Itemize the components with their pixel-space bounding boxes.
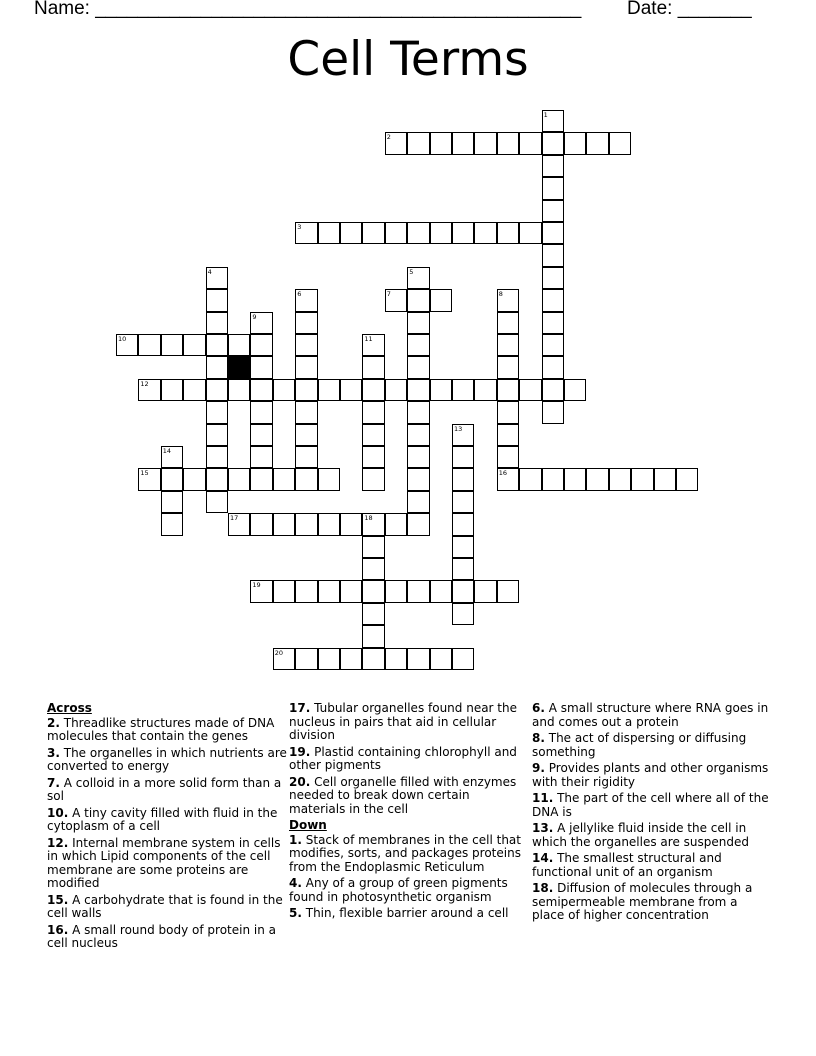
grid-cell[interactable] xyxy=(407,513,429,535)
grid-cell[interactable] xyxy=(318,379,340,401)
clue-number: 13 xyxy=(454,424,463,433)
grid-cell[interactable] xyxy=(542,468,564,490)
grid-cell[interactable] xyxy=(430,580,452,602)
clue-text: Thin, flexible barrier around a cell xyxy=(305,906,509,920)
grid-cell[interactable] xyxy=(206,446,228,468)
grid-cell[interactable] xyxy=(250,356,272,378)
grid-cell[interactable] xyxy=(295,334,317,356)
clue-text: Stack of membranes in the cell that modifies, sorts, and packages proteins from the Endoplasmic Reticulum xyxy=(289,832,521,874)
clue-number: 9. xyxy=(532,761,545,775)
grid-cell[interactable] xyxy=(138,379,160,401)
grid-cell[interactable] xyxy=(138,468,160,490)
grid-cell[interactable] xyxy=(430,648,452,670)
grid-cell[interactable] xyxy=(430,289,452,311)
clue-number: 10 xyxy=(118,335,127,343)
grid-cell[interactable] xyxy=(362,222,384,244)
grid-cell[interactable] xyxy=(250,401,272,423)
clue-text: A small structure where RNA goes in and comes out a protein xyxy=(532,701,769,729)
grid-cell[interactable] xyxy=(654,468,676,490)
grid-cell[interactable] xyxy=(295,648,317,670)
clue-text: A carbohydrate that is found in the cell walls xyxy=(47,892,283,920)
clue-number: 3. xyxy=(47,745,60,760)
clue-across xyxy=(47,894,287,921)
grid-cell[interactable] xyxy=(542,132,564,154)
grid-cell[interactable] xyxy=(318,468,340,490)
clue-down xyxy=(289,877,529,904)
grid-cell[interactable] xyxy=(609,132,631,154)
grid-cell[interactable] xyxy=(430,132,452,154)
date-field[interactable]: Date: _______ xyxy=(627,0,752,19)
grid-cell[interactable] xyxy=(452,513,474,535)
grid-cell[interactable] xyxy=(340,222,362,244)
clue-number: 1. xyxy=(289,832,302,847)
clue-number: 5. xyxy=(289,906,302,920)
grid-cell[interactable] xyxy=(362,580,384,602)
grid-cell[interactable] xyxy=(228,334,250,356)
grid-cell[interactable] xyxy=(161,468,183,490)
down-heading: Down xyxy=(289,818,327,832)
grid-cell[interactable] xyxy=(407,312,429,334)
grid-cell[interactable] xyxy=(295,289,317,311)
grid-cell[interactable] xyxy=(362,603,384,625)
grid-cell[interactable] xyxy=(542,312,564,334)
clue-text: A tiny cavity filled with fluid in the cytoplasm of a cell xyxy=(47,805,278,833)
grid-cell[interactable] xyxy=(497,446,519,468)
grid-cell[interactable] xyxy=(631,468,653,490)
grid-cell[interactable] xyxy=(564,468,586,490)
grid-cell[interactable] xyxy=(362,513,384,535)
grid-cell[interactable] xyxy=(295,468,317,490)
grid-cell[interactable] xyxy=(228,513,250,535)
clue-across xyxy=(47,777,287,804)
clue-text: Internal membrane system in cells in which Lipid components of the cell membrane are some proteins are modified xyxy=(47,835,281,890)
grid-cell[interactable] xyxy=(250,334,272,356)
grid-cell[interactable] xyxy=(474,222,496,244)
clue-number: 20. xyxy=(289,774,311,789)
grid-cell[interactable] xyxy=(273,513,295,535)
grid-cell[interactable] xyxy=(362,536,384,558)
clue-number: 10. xyxy=(47,805,69,820)
grid-cell[interactable] xyxy=(407,356,429,378)
clue-down xyxy=(532,762,772,789)
grid-cell[interactable] xyxy=(497,580,519,602)
clue-number: 3 xyxy=(297,223,302,231)
grid-cell[interactable] xyxy=(295,312,317,334)
grid-cell[interactable] xyxy=(362,379,384,401)
clue-text: Threadlike structures made of DNA molecules that contain the genes xyxy=(47,715,275,743)
clue-number: 9 xyxy=(252,312,257,321)
grid-cell[interactable] xyxy=(407,379,429,401)
grid-cell[interactable] xyxy=(318,222,340,244)
grid-cell[interactable] xyxy=(161,491,183,513)
grid-cell[interactable] xyxy=(452,132,474,154)
clue-text: A colloid in a more solid form than a sol xyxy=(47,775,282,803)
grid-cell[interactable] xyxy=(362,648,384,670)
clue-across xyxy=(47,807,287,834)
clue-text: Any of a group of green pigments found in photosynthetic organism xyxy=(289,876,508,904)
grid-cell[interactable] xyxy=(407,401,429,423)
grid-cell[interactable] xyxy=(385,648,407,670)
name-field[interactable]: Name: ______________________________________________ xyxy=(34,0,582,19)
grid-cell[interactable] xyxy=(273,468,295,490)
grid-cell[interactable] xyxy=(362,356,384,378)
grid-cell[interactable] xyxy=(407,491,429,513)
grid-cell[interactable] xyxy=(362,424,384,446)
clue-number: 17. xyxy=(289,701,311,715)
grid-cell[interactable] xyxy=(362,468,384,490)
grid-cell[interactable] xyxy=(250,424,272,446)
clue-number: 7. xyxy=(47,775,60,790)
clue-across xyxy=(289,776,529,817)
clue-text: The act of dispersing or diffusing something xyxy=(532,731,747,759)
grid-cell[interactable] xyxy=(452,558,474,580)
shaded-cell xyxy=(228,356,250,378)
grid-cell[interactable] xyxy=(542,379,564,401)
grid-cell[interactable] xyxy=(295,222,317,244)
grid-cell[interactable] xyxy=(318,648,340,670)
grid-cell[interactable] xyxy=(474,379,496,401)
grid-cell[interactable] xyxy=(206,491,228,513)
clue-number: 2 xyxy=(386,133,391,142)
grid-cell[interactable] xyxy=(340,379,362,401)
grid-cell[interactable] xyxy=(206,401,228,423)
grid-cell[interactable] xyxy=(430,222,452,244)
clue-number: 8 xyxy=(498,290,503,299)
grid-cell[interactable] xyxy=(295,424,317,446)
clue-number: 16 xyxy=(498,469,508,478)
grid-cell[interactable] xyxy=(542,177,564,199)
clue-across xyxy=(47,924,287,951)
grid-cell[interactable] xyxy=(407,468,429,490)
clue-number: 15 xyxy=(140,469,149,478)
clue-text: Tubular organelles found near the nucleus in pairs that aid in cellular division xyxy=(289,701,517,742)
grid-cell[interactable] xyxy=(497,312,519,334)
clue-down xyxy=(532,792,772,819)
grid-cell[interactable] xyxy=(586,468,608,490)
grid-cell[interactable] xyxy=(206,289,228,311)
grid-cell[interactable] xyxy=(407,446,429,468)
grid-cell[interactable] xyxy=(452,491,474,513)
grid-cell[interactable] xyxy=(116,334,138,356)
grid-cell[interactable] xyxy=(295,401,317,423)
grid-cell[interactable] xyxy=(564,379,586,401)
clue-across xyxy=(47,717,287,744)
grid-cell[interactable] xyxy=(609,468,631,490)
grid-cell[interactable] xyxy=(385,379,407,401)
clue-text: The smallest structural and functional unit of an organism xyxy=(532,851,722,879)
grid-cell[interactable] xyxy=(497,379,519,401)
grid-cell[interactable] xyxy=(542,401,564,423)
clue-across xyxy=(289,746,529,773)
clues-column-3 xyxy=(532,702,772,926)
clue-down xyxy=(532,822,772,849)
clue-text: The part of the cell where all of the DNA is xyxy=(532,791,769,819)
grid-cell[interactable] xyxy=(206,267,228,289)
grid-cell[interactable] xyxy=(183,379,205,401)
grid-cell[interactable] xyxy=(542,200,564,222)
grid-cell[interactable] xyxy=(407,580,429,602)
clue-number: 4 xyxy=(207,267,212,276)
grid-cell[interactable] xyxy=(474,580,496,602)
clue-text: Plastid containing chlorophyll and other pigments xyxy=(289,744,517,772)
clue-number: 18 xyxy=(364,514,373,523)
grid-cell[interactable] xyxy=(519,132,541,154)
grid-cell[interactable] xyxy=(407,222,429,244)
grid-cell[interactable] xyxy=(542,155,564,177)
grid-cell[interactable] xyxy=(452,424,474,446)
grid-cell[interactable] xyxy=(340,513,362,535)
grid-cell[interactable] xyxy=(542,222,564,244)
grid-cell[interactable] xyxy=(206,356,228,378)
grid-cell[interactable] xyxy=(206,379,228,401)
grid-cell[interactable] xyxy=(206,312,228,334)
clue-down xyxy=(532,882,772,923)
grid-cell[interactable] xyxy=(362,446,384,468)
grid-cell[interactable] xyxy=(161,513,183,535)
grid-cell[interactable] xyxy=(161,446,183,468)
grid-cell[interactable] xyxy=(340,580,362,602)
grid-cell[interactable] xyxy=(564,132,586,154)
grid-cell[interactable] xyxy=(407,648,429,670)
grid-cell[interactable] xyxy=(228,468,250,490)
grid-cell[interactable] xyxy=(407,334,429,356)
clue-across xyxy=(47,747,287,774)
grid-cell[interactable] xyxy=(497,401,519,423)
clue-number: 5 xyxy=(409,267,414,276)
grid-cell[interactable] xyxy=(138,334,160,356)
clue-number: 7 xyxy=(386,290,391,299)
grid-cell[interactable] xyxy=(385,289,407,311)
clue-number: 6. xyxy=(532,701,545,715)
clue-text: Diffusion of molecules through a semipermeable membrane from a place of higher concentration xyxy=(532,881,753,922)
clue-number: 14. xyxy=(532,851,554,865)
clue-number: 20 xyxy=(274,648,284,657)
grid-cell[interactable] xyxy=(542,356,564,378)
grid-cell[interactable] xyxy=(250,312,272,334)
clue-across xyxy=(289,702,529,743)
grid-cell[interactable] xyxy=(497,334,519,356)
grid-cell[interactable] xyxy=(250,468,272,490)
clues-column-1 xyxy=(47,702,287,954)
grid-cell[interactable] xyxy=(452,468,474,490)
clue-number: 11 xyxy=(364,335,373,343)
grid-cell[interactable] xyxy=(318,513,340,535)
grid-cell[interactable] xyxy=(318,580,340,602)
clue-number: 14 xyxy=(162,447,172,455)
clue-number: 17 xyxy=(230,514,239,523)
across-heading: Across xyxy=(47,701,92,715)
page-title: Cell Terms xyxy=(287,32,529,87)
grid-cell[interactable] xyxy=(273,379,295,401)
grid-cell[interactable] xyxy=(385,222,407,244)
grid-cell[interactable] xyxy=(519,222,541,244)
clue-number: 8. xyxy=(532,731,545,745)
grid-cell[interactable] xyxy=(161,334,183,356)
grid-cell[interactable] xyxy=(497,424,519,446)
grid-cell[interactable] xyxy=(250,379,272,401)
clue-text: Cell organelle filled with enzymes needed to break down certain materials in the cell xyxy=(289,774,517,816)
clue-down xyxy=(532,732,772,759)
clues-column-2 xyxy=(289,702,529,924)
grid-cell[interactable] xyxy=(497,222,519,244)
clue-number: 1 xyxy=(543,111,548,119)
grid-cell[interactable] xyxy=(206,334,228,356)
grid-cell[interactable] xyxy=(362,401,384,423)
clue-number: 12. xyxy=(47,835,69,850)
grid-cell[interactable] xyxy=(206,424,228,446)
grid-cell[interactable] xyxy=(497,468,519,490)
clue-number: 16. xyxy=(47,922,69,937)
grid-cell[interactable] xyxy=(452,536,474,558)
grid-cell[interactable] xyxy=(676,468,698,490)
grid-cell[interactable] xyxy=(183,334,205,356)
grid-cell[interactable] xyxy=(542,110,564,132)
grid-cell[interactable] xyxy=(250,513,272,535)
grid-cell[interactable] xyxy=(385,580,407,602)
grid-cell[interactable] xyxy=(452,222,474,244)
clue-number: 2. xyxy=(47,715,60,730)
grid-cell[interactable] xyxy=(542,244,564,266)
clue-number: 11. xyxy=(532,791,554,805)
grid-cell[interactable] xyxy=(519,468,541,490)
grid-cell[interactable] xyxy=(497,289,519,311)
grid-cell[interactable] xyxy=(430,379,452,401)
grid-cell[interactable] xyxy=(452,648,474,670)
grid-cell[interactable] xyxy=(385,132,407,154)
grid-cell[interactable] xyxy=(519,379,541,401)
clue-number: 19 xyxy=(252,581,261,590)
grid-cell[interactable] xyxy=(452,603,474,625)
clue-number: 12 xyxy=(140,379,149,388)
clue-number: 6 xyxy=(297,290,302,299)
grid-cell[interactable] xyxy=(586,132,608,154)
grid-cell[interactable] xyxy=(340,648,362,670)
grid-cell[interactable] xyxy=(542,289,564,311)
grid-cell[interactable] xyxy=(452,379,474,401)
clue-number: 19. xyxy=(289,744,311,759)
grid-cell[interactable] xyxy=(295,580,317,602)
grid-cell[interactable] xyxy=(206,468,228,490)
grid-cell[interactable] xyxy=(362,625,384,647)
clue-number: 15. xyxy=(47,892,69,907)
grid-cell[interactable] xyxy=(452,446,474,468)
clue-across xyxy=(47,837,287,891)
grid-cell[interactable] xyxy=(407,267,429,289)
clue-text: The organelles in which nutrients are converted to energy xyxy=(47,745,287,773)
grid-cell[interactable] xyxy=(183,468,205,490)
clue-down xyxy=(289,834,529,875)
grid-cell[interactable] xyxy=(542,267,564,289)
grid-cell[interactable] xyxy=(295,356,317,378)
grid-cell[interactable] xyxy=(228,379,250,401)
grid-cell[interactable] xyxy=(273,648,295,670)
grid-cell[interactable] xyxy=(407,289,429,311)
grid-cell[interactable] xyxy=(452,580,474,602)
grid-cell[interactable] xyxy=(362,334,384,356)
grid-cell[interactable] xyxy=(250,446,272,468)
clue-down xyxy=(289,907,529,921)
clue-number: 18. xyxy=(532,881,554,895)
grid-cell[interactable] xyxy=(497,132,519,154)
grid-cell[interactable] xyxy=(407,132,429,154)
grid-cell[interactable] xyxy=(273,580,295,602)
grid-cell[interactable] xyxy=(295,379,317,401)
clue-number: 13. xyxy=(532,821,554,835)
clue-text: Provides plants and other organisms with their rigidity xyxy=(532,761,769,789)
grid-cell[interactable] xyxy=(385,513,407,535)
grid-cell[interactable] xyxy=(295,446,317,468)
grid-cell[interactable] xyxy=(407,424,429,446)
clue-text: A jellylike fluid inside the cell in which the organelles are suspended xyxy=(532,821,749,849)
grid-cell[interactable] xyxy=(497,356,519,378)
grid-cell[interactable] xyxy=(250,580,272,602)
grid-cell[interactable] xyxy=(542,334,564,356)
grid-cell[interactable] xyxy=(161,379,183,401)
grid-cell[interactable] xyxy=(474,132,496,154)
clue-number: 4. xyxy=(289,876,302,890)
clue-text: A small round body of protein in a cell nucleus xyxy=(47,922,276,950)
grid-cell[interactable] xyxy=(295,513,317,535)
clue-down xyxy=(532,702,772,729)
clue-down xyxy=(532,852,772,879)
grid-cell[interactable] xyxy=(362,558,384,580)
